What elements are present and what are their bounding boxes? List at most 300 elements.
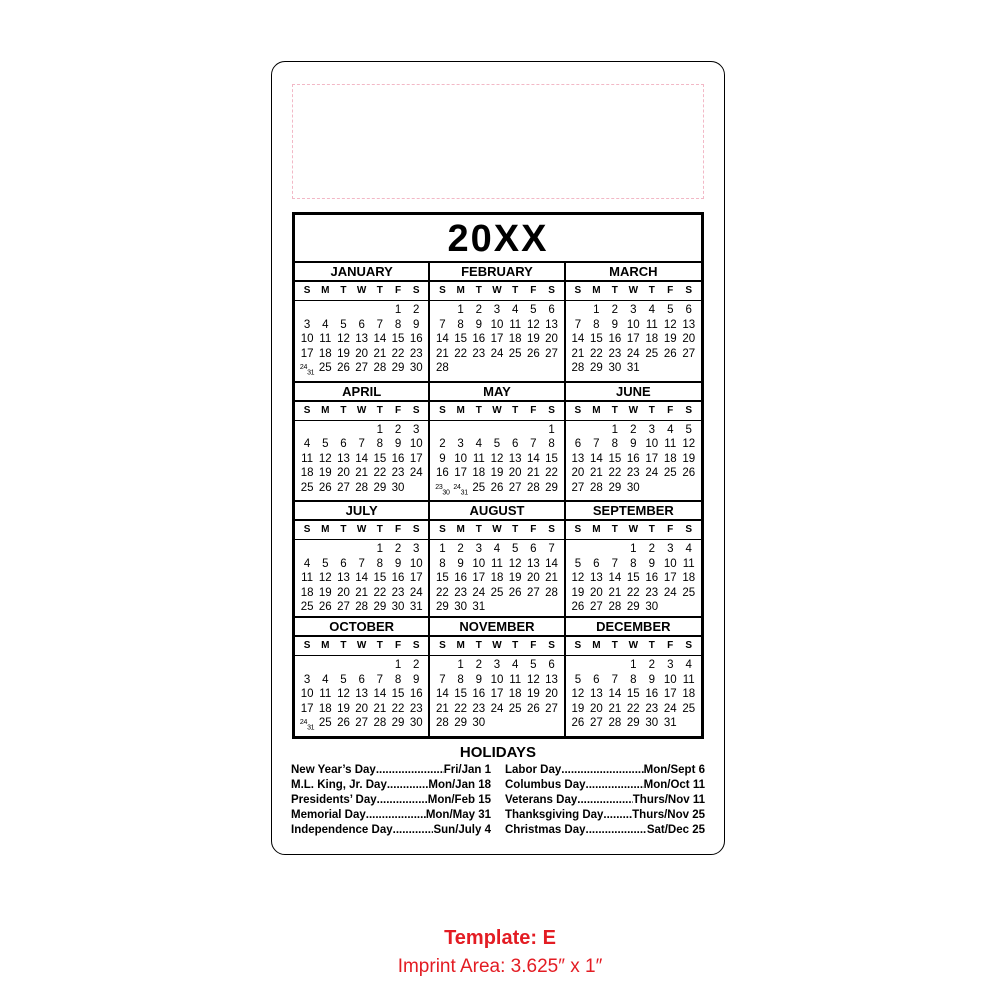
day-cell: 11 [509, 318, 522, 331]
day-cell: 6 [530, 543, 537, 556]
weekday-label: W [356, 285, 367, 296]
empty-day-cell [334, 658, 352, 673]
day-cell: 9 [457, 557, 464, 570]
day-cell: 2 [394, 543, 402, 556]
day-cell: 18 [318, 702, 332, 715]
day-cell: 19 [337, 347, 350, 360]
day-cell: 18 [490, 572, 504, 585]
day-cell: 22 [589, 347, 603, 360]
weekday-label: M [456, 524, 465, 536]
day-cell: 16 [645, 572, 659, 585]
weekday-label: T [376, 524, 383, 536]
day-cell: 17 [663, 572, 677, 585]
weekday-label: T [512, 404, 519, 416]
empty-day-cell [334, 542, 352, 557]
day-cell: 18 [508, 688, 522, 701]
holiday-row [505, 808, 705, 823]
day-cell: 27 [337, 481, 350, 494]
holidays-right-column [505, 763, 705, 838]
day-number-top: 24 [299, 719, 308, 727]
weekday-label: F [667, 640, 674, 652]
weekday-header [566, 521, 701, 540]
day-cell: 6 [358, 318, 365, 331]
day-cell: 10 [472, 557, 486, 570]
day-cell: 12 [682, 438, 696, 451]
month-name: JUNE [566, 383, 701, 402]
day-number-bottom: 31 [307, 369, 315, 377]
weekday-label: S [574, 285, 582, 296]
days-grid [295, 301, 428, 381]
day-cell: 4 [667, 423, 674, 436]
dot-leader [393, 823, 434, 838]
day-cell: 23 [391, 467, 405, 480]
month-june [566, 383, 701, 503]
day-cell: 22 [373, 586, 387, 599]
weekday-header [430, 402, 563, 421]
weekday-label: M [592, 640, 601, 652]
day-cell: 7 [548, 543, 555, 556]
weekday-label: T [512, 524, 519, 536]
dot-leader [387, 778, 429, 793]
weekday-label: T [611, 285, 618, 296]
weekday-header [295, 402, 428, 421]
day-cell: 29 [626, 717, 640, 730]
empty-day-cell [488, 423, 506, 438]
day-cell: 2 [648, 543, 655, 556]
weekday-label: W [628, 524, 639, 536]
day-cell: 5 [685, 423, 692, 436]
day-cell: 13 [508, 452, 522, 465]
months-grid [295, 261, 701, 736]
weekday-header [566, 402, 701, 421]
day-cell: 3 [493, 659, 501, 672]
day-cell: 14 [355, 452, 369, 465]
holiday-name: M.L. King, Jr. Day [291, 779, 387, 791]
day-cell: 5 [530, 304, 537, 316]
month-name: APRIL [295, 383, 428, 402]
day-cell: 4 [685, 659, 692, 672]
day-cell: 11 [301, 452, 314, 465]
dot-leader [366, 808, 426, 823]
weekday-label: T [340, 404, 347, 416]
day-cell: 24 [490, 347, 504, 360]
day-cell: 27 [355, 362, 369, 374]
days-grid [430, 301, 563, 376]
weekday-header [566, 282, 701, 301]
day-cell: 22 [626, 702, 640, 715]
empty-day-cell [524, 423, 542, 438]
day-cell: 31 [409, 601, 423, 614]
empty-day-cell [569, 542, 587, 557]
holiday-name: Veterans Day [505, 794, 578, 806]
weekday-label: T [512, 285, 519, 296]
weekday-label: W [628, 640, 639, 652]
weekday-label: S [574, 640, 582, 652]
day-cell: 15 [626, 688, 640, 701]
day-cell: 14 [589, 452, 603, 465]
day-cell: 25 [490, 586, 504, 599]
month-may [430, 383, 565, 503]
day-cell: 3 [413, 423, 420, 436]
days-grid [566, 656, 701, 731]
day-cell: 21 [589, 467, 603, 480]
day-cell: 14 [571, 333, 585, 345]
day-cell: 1 [630, 659, 637, 672]
day-cell: 16 [472, 688, 486, 701]
day-cell: 8 [593, 318, 600, 331]
month-december [566, 618, 701, 736]
day-cell: 26 [318, 601, 332, 614]
weekday-label: S [412, 524, 420, 536]
day-cell: 8 [611, 438, 619, 451]
day-cell: 6 [340, 557, 347, 570]
weekday-label: M [321, 285, 330, 296]
day-cell: 3 [457, 438, 464, 451]
day-cell: 3 [493, 304, 501, 316]
day-cell: 5 [493, 438, 501, 451]
days-grid [566, 540, 701, 615]
day-cell: 22 [373, 467, 387, 480]
day-cell: 4 [303, 557, 311, 570]
day-cell: 9 [439, 452, 446, 465]
day-cell: 12 [571, 572, 585, 585]
day-cell: 18 [663, 452, 677, 465]
weekday-label: T [512, 640, 519, 652]
day-cell: 23 [645, 702, 659, 715]
day-cell: 2 [394, 423, 402, 436]
holiday-date: Sat/Dec 25 [646, 824, 705, 836]
day-cell: 10 [490, 318, 504, 331]
holiday-name: Presidents’ Day [291, 794, 377, 806]
day-cell: 30 [391, 601, 405, 614]
empty-day-cell [316, 658, 334, 673]
empty-day-cell [587, 423, 605, 438]
day-cell: 2 [475, 304, 482, 316]
month-name: AUGUST [430, 502, 563, 521]
day-cell: 31 [472, 601, 486, 614]
day-number-bottom: 31 [307, 725, 315, 732]
day-cell: 30 [645, 717, 659, 730]
day-cell: 12 [526, 318, 540, 331]
day-cell: 26 [526, 347, 540, 360]
template-label: Template: E [444, 927, 556, 949]
day-cell: 3 [648, 423, 655, 436]
holiday-name: New Year’s Day [291, 764, 376, 776]
month-name: JANUARY [295, 263, 428, 282]
empty-day-cell [433, 423, 451, 438]
day-cell: 2 [413, 304, 420, 316]
day-cell: 29 [589, 362, 603, 374]
day-cell: 12 [337, 333, 350, 345]
day-cell: 17 [409, 572, 423, 585]
day-cell: 16 [626, 452, 640, 465]
weekday-label: T [376, 640, 383, 652]
day-cell: 18 [318, 347, 332, 360]
day-cell: 1 [376, 423, 384, 436]
day-cell: 16 [608, 333, 622, 345]
weekday-label: T [376, 285, 383, 296]
day-cell: 22 [454, 702, 467, 715]
day-cell: 5 [574, 557, 582, 570]
day-cell: 1 [548, 423, 555, 436]
day-cell: 25 [645, 347, 659, 360]
day-cell: 22 [608, 467, 622, 480]
holiday-name: Memorial Day [291, 809, 366, 821]
day-cell: 20 [526, 572, 540, 585]
day-cell: 11 [509, 673, 522, 686]
day-cell: 27 [508, 481, 522, 494]
holiday-row [505, 763, 705, 778]
day-cell: 11 [491, 557, 503, 570]
day-cell: 12 [490, 452, 504, 465]
empty-day-cell [569, 658, 587, 673]
day-cell: 27 [337, 601, 350, 614]
holidays-title: HOLIDAYS [459, 744, 537, 761]
day-cell: 10 [626, 318, 640, 331]
day-cell: 7 [593, 438, 600, 451]
weekday-label: S [412, 404, 420, 416]
dot-leader [586, 778, 644, 793]
weekday-header [430, 282, 563, 301]
day-cell: 12 [526, 673, 540, 686]
day-cell: 1 [457, 304, 464, 316]
day-cell: 19 [663, 333, 677, 345]
weekday-label: M [321, 404, 330, 416]
holiday-row [291, 793, 491, 808]
day-cell: 24 [409, 467, 423, 480]
days-grid [295, 421, 428, 496]
weekday-label: W [492, 285, 502, 296]
day-cell: 2 [611, 304, 619, 316]
month-february [430, 263, 565, 383]
day-cell: 11 [645, 318, 658, 331]
weekday-label: F [530, 640, 537, 652]
weekday-label: M [456, 404, 465, 416]
day-cell: 2 [630, 423, 637, 436]
weekday-label: W [492, 404, 502, 416]
day-cell: 25 [300, 601, 314, 614]
month-august [430, 502, 565, 618]
holiday-name: Christmas Day [505, 824, 586, 836]
empty-day-cell [298, 658, 316, 673]
day-cell: 16 [391, 572, 405, 585]
day-cell: 14 [608, 688, 622, 701]
day-cell: 14 [436, 688, 449, 701]
weekday-label: T [648, 524, 655, 536]
day-cell: 10 [300, 688, 314, 701]
day-cell: 2 [457, 543, 464, 556]
day-cell: 17 [626, 333, 640, 345]
day-cell: 15 [608, 452, 622, 465]
day-cell: 21 [373, 347, 387, 360]
weekday-label: S [548, 640, 555, 652]
weekday-label: T [340, 640, 347, 652]
weekday-label: T [611, 404, 618, 416]
day-cell: 22 [545, 467, 558, 480]
day-cell: 22 [391, 702, 405, 715]
weekday-label: S [439, 285, 446, 296]
empty-day-cell [334, 303, 352, 318]
day-cell: 15 [626, 572, 640, 585]
day-cell: 17 [663, 688, 677, 701]
day-cell: 16 [436, 467, 449, 480]
weekday-label: T [648, 640, 655, 652]
day-cell: 27 [571, 481, 585, 494]
day-cell: 26 [571, 601, 585, 614]
empty-day-cell [452, 423, 470, 438]
day-cell: 24 [663, 586, 677, 599]
weekday-label: S [548, 285, 555, 296]
day-cell: 18 [645, 333, 659, 345]
day-cell: 14 [436, 333, 449, 345]
day-cell: 11 [301, 572, 314, 585]
weekday-label: T [376, 404, 383, 416]
day-cell: 1 [630, 543, 637, 556]
weekday-label: T [340, 285, 347, 296]
weekday-label: M [456, 285, 465, 296]
holiday-date: Sun/July 4 [433, 824, 491, 836]
day-cell: 29 [608, 481, 622, 494]
day-cell: 29 [545, 481, 558, 494]
empty-day-cell [353, 658, 371, 673]
empty-day-cell [371, 658, 389, 673]
day-cell: 29 [436, 601, 449, 614]
weekday-label: M [592, 524, 601, 536]
day-cell: 1 [611, 423, 619, 436]
weekday-label: T [475, 285, 482, 296]
day-cell: 1 [394, 659, 402, 672]
empty-day-cell [606, 542, 624, 557]
day-cell: 28 [373, 362, 387, 374]
day-cell: 23 [454, 586, 467, 599]
weekday-label: F [530, 404, 537, 416]
weekday-label: S [685, 285, 693, 296]
empty-day-cell [606, 658, 624, 673]
day-cell: 14 [373, 688, 387, 701]
weekday-label: F [394, 524, 402, 536]
weekday-label: S [574, 524, 582, 536]
day-cell: 9 [630, 438, 637, 451]
day-cell: 28 [436, 362, 449, 374]
day-cell: 25 [318, 717, 332, 730]
weekday-label: S [412, 640, 420, 652]
weekday-label: S [303, 404, 311, 416]
day-cell: 26 [508, 586, 522, 599]
day-cell: 29 [626, 601, 640, 614]
day-cell: 15 [373, 572, 387, 585]
month-march [566, 263, 701, 383]
weekday-label: F [394, 404, 402, 416]
weekday-label: M [592, 285, 601, 296]
day-cell: 3 [303, 318, 311, 331]
day-cell: 14 [526, 452, 540, 465]
holiday-date: Thurs/Nov 11 [632, 794, 705, 806]
empty-day-cell [569, 303, 587, 318]
days-grid [566, 301, 701, 376]
day-cell: 20 [545, 688, 558, 701]
day-cell: 30 [645, 601, 659, 614]
day-cell: 20 [508, 467, 522, 480]
day-cell: 4 [303, 438, 311, 451]
weekday-label: F [530, 524, 537, 536]
day-cell: 24 [645, 467, 659, 480]
holiday-name: Thanksgiving Day [505, 809, 604, 821]
day-cell: 22 [436, 586, 449, 599]
day-cell: 17 [300, 702, 314, 715]
day-cell: 19 [526, 333, 540, 345]
day-cell: 28 [355, 601, 369, 614]
day-cell: 20 [571, 467, 585, 480]
day-cell: 13 [571, 452, 585, 465]
empty-day-cell [569, 423, 587, 438]
day-cell: 7 [530, 438, 537, 451]
day-cell: 9 [475, 673, 482, 686]
weekday-label: T [611, 640, 618, 652]
day-cell: 8 [394, 673, 402, 686]
day-cell: 26 [490, 481, 504, 494]
day-cell: 28 [608, 717, 622, 730]
day-cell: 19 [318, 586, 332, 599]
day-cell: 16 [391, 452, 405, 465]
empty-day-cell [353, 423, 371, 438]
day-cell: 25 [663, 467, 677, 480]
day-cell: 4 [322, 673, 329, 686]
day-cell: 13 [545, 673, 558, 686]
month-september [566, 502, 701, 618]
day-cell: 12 [337, 688, 350, 701]
day-cell: 20 [545, 333, 558, 345]
weekday-label: F [394, 285, 402, 296]
month-name: JULY [295, 502, 428, 521]
day-cell: 6 [340, 438, 347, 451]
weekday-label: T [475, 404, 482, 416]
day-cell: 23 [626, 467, 640, 480]
empty-day-cell [433, 658, 451, 673]
day-cell: 7 [358, 557, 365, 570]
day-cell: 10 [454, 452, 467, 465]
day-cell: 7 [611, 557, 619, 570]
day-cell: 21 [545, 572, 558, 585]
day-cell: 8 [394, 318, 402, 331]
day-cell: 10 [645, 438, 659, 451]
day-cell: 25 [318, 362, 332, 374]
day-cell: 25 [508, 702, 522, 715]
weekday-header [430, 637, 563, 656]
month-january [295, 263, 430, 383]
weekday-label: S [574, 404, 582, 416]
day-cell: 5 [322, 438, 329, 451]
weekday-label: T [611, 524, 618, 536]
day-cell: 24 [626, 347, 640, 360]
day-cell: 21 [373, 702, 387, 715]
day-cell: 20 [337, 467, 350, 480]
day-cell: 10 [409, 557, 423, 570]
day-cell: 26 [337, 362, 350, 374]
day-cell: 18 [508, 333, 522, 345]
weekday-label: W [628, 404, 639, 416]
day-cell: 2 [413, 659, 420, 672]
day-cell: 6 [593, 557, 600, 570]
day-cell: 8 [376, 557, 384, 570]
day-cell: 28 [571, 362, 585, 374]
weekday-label: W [356, 524, 367, 536]
day-cell: 9 [394, 438, 402, 451]
day-cell: 14 [608, 572, 622, 585]
holidays-left-column [291, 763, 491, 838]
day-cell: 21 [571, 347, 585, 360]
empty-day-cell [334, 423, 352, 438]
day-cell: 14 [545, 557, 558, 570]
